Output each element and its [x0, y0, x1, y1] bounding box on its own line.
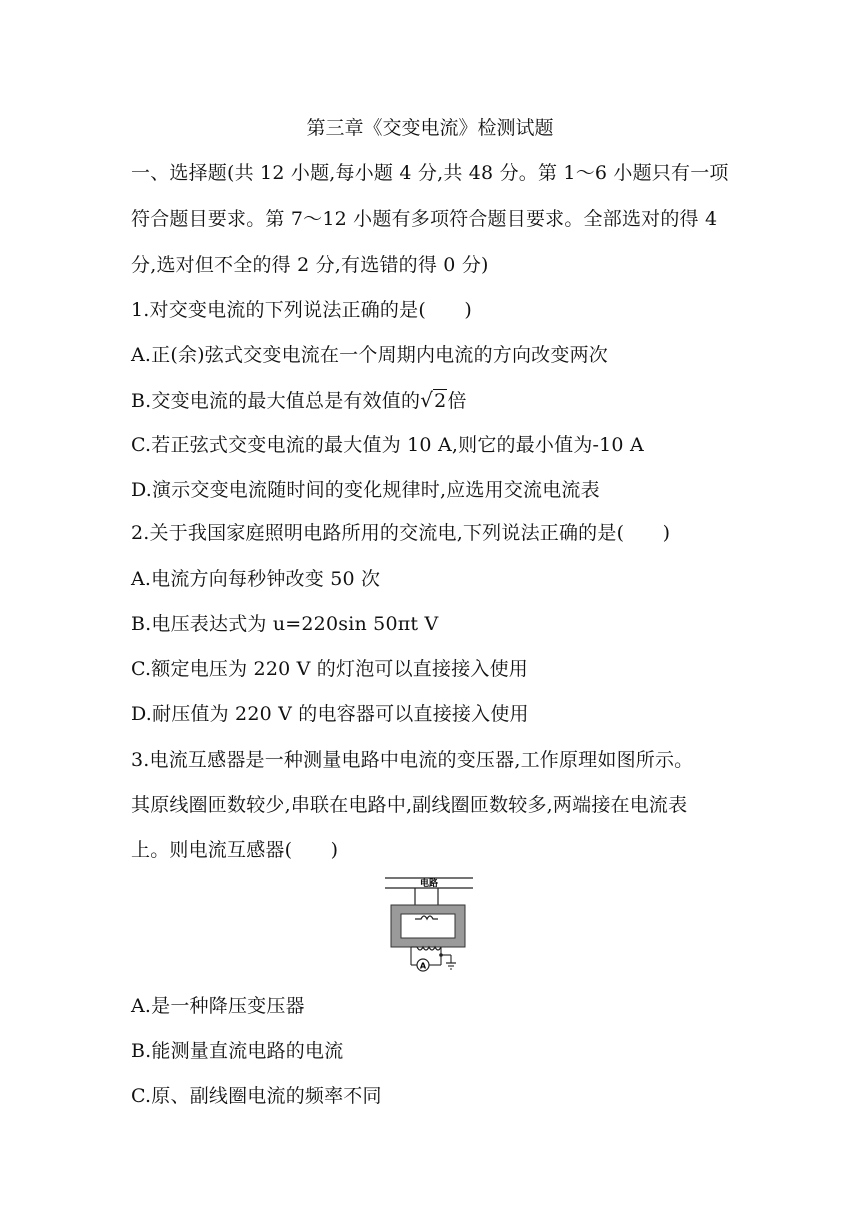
question-1-option-b-text: B.交变电流的最大值总是有效值的 [131, 390, 421, 412]
question-2-stem: 2.关于我国家庭照明电路所用的交流电,下列说法正确的是( ) [131, 522, 671, 544]
ammeter-label: A [419, 961, 427, 971]
question-2-option-a: A.电流方向每秒钟改变 50 次 [131, 568, 381, 590]
question-1-option-d: D.演示交变电流随时间的变化规律时,应选用交流电流表 [131, 479, 600, 501]
current-transformer-diagram [383, 875, 475, 975]
question-3-stem-line-3: 上。则电流互感器( ) [131, 839, 339, 861]
circuit-label: 电路 [419, 879, 439, 889]
question-1-option-b-suffix: 倍 [447, 390, 467, 412]
question-3-option-b: B.能测量直流电路的电流 [131, 1040, 344, 1062]
question-1-option-b [131, 386, 467, 415]
question-1-stem: 1.对交变电流的下列说法正确的是( ) [131, 299, 472, 321]
section-instructions-line-2: 符合题目要求。第 7～12 小题有多项符合题目要求。全部选对的得 4 [131, 208, 718, 230]
section-instructions-line-1: 一、选择题(共 12 小题,每小题 4 分,共 48 分。第 1～6 小题只有一项 [131, 162, 729, 184]
question-3-stem-line-1: 3.电流互感器是一种测量电路中电流的变压器,工作原理如图所示。 [131, 749, 694, 771]
radicand: 2 [434, 390, 447, 412]
section-instructions-line-3: 分,选对但不全的得 2 分,有选错的得 0 分) [131, 254, 489, 276]
question-3-option-a: A.是一种降压变压器 [131, 995, 305, 1017]
question-1-option-a: A.正(余)弦式交变电流在一个周期内电流的方向改变两次 [131, 344, 608, 366]
question-3-option-c: C.原、副线圈电流的频率不同 [131, 1085, 382, 1107]
question-1-option-c: C.若正弦式交变电流的最大值为 10 A,则它的最小值为-10 A [131, 434, 644, 456]
radical-sign: √ [420, 388, 434, 412]
question-2-option-c: C.额定电压为 220 V 的灯泡可以直接接入使用 [131, 658, 529, 680]
sqrt-expression [420, 386, 447, 415]
page-title: 第三章《交变电流》检测试题 [306, 117, 554, 139]
question-3-stem-line-2: 其原线圈匝数较少,串联在电路中,副线圈匝数较多,两端接在电流表 [131, 794, 688, 816]
question-2-option-b: B.电压表达式为 u=220sin 50πt V [131, 613, 439, 635]
question-2-option-d: D.耐压值为 220 V 的电容器可以直接接入使用 [131, 703, 529, 725]
